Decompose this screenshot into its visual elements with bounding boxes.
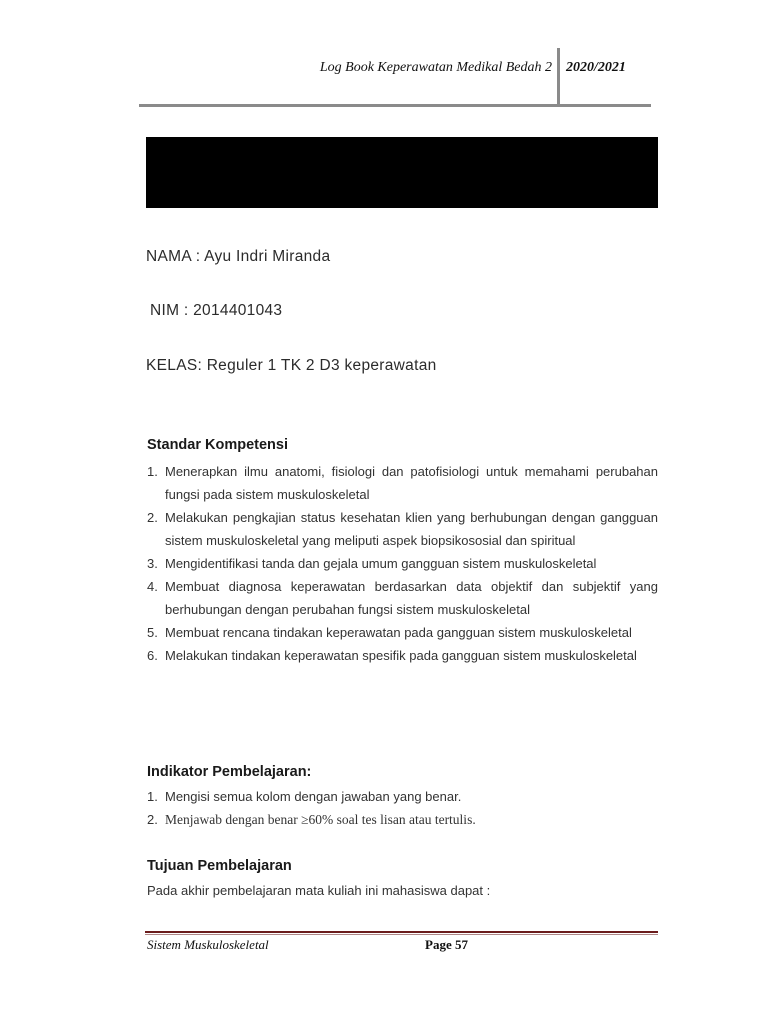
- list-item: [147, 785, 658, 808]
- indikator-title: Indikator Pembelajaran:: [147, 764, 312, 780]
- footer-rule-thin: [145, 934, 658, 935]
- list-item: [147, 644, 658, 667]
- kelas-line: [146, 357, 437, 375]
- item-number: 1.: [147, 789, 158, 804]
- list-item: [147, 621, 658, 644]
- nama-label: NAMA :: [146, 248, 205, 265]
- item-text: Melakukan tindakan keperawatan spesifik pada gangguan sistem muskuloskeletal: [165, 648, 637, 663]
- header-title: Log Book Keperawatan Medikal Bedah 2: [319, 60, 552, 75]
- item-number: 2.: [147, 812, 158, 827]
- standar-list: [147, 460, 658, 667]
- header-year: 2020/2021: [566, 60, 626, 75]
- item-number: 4.: [147, 579, 158, 594]
- item-number: 2.: [147, 510, 158, 525]
- item-text: Membuat rencana tindakan keperawatan pada gangguan sistem muskuloskeletal: [165, 625, 632, 640]
- standar-title: Standar Kompetensi: [147, 437, 288, 453]
- item-text: Menerapkan ilmu anatomi, fisiologi dan patofisiologi untuk memahami perubahan fungsi pada sistem muskuloskeletal: [165, 464, 658, 502]
- nim-value: 2014401043: [193, 302, 283, 319]
- page-number: Page 57: [425, 937, 468, 952]
- list-item: [147, 808, 658, 831]
- item-number: 6.: [147, 648, 158, 663]
- header-rule: [139, 104, 651, 107]
- tujuan-intro: Pada akhir pembelajaran mata kuliah ini mahasiswa dapat :: [147, 883, 491, 898]
- tujuan-title: Tujuan Pembelajaran: [147, 858, 292, 874]
- kelas-value: Reguler 1 TK 2 D3 keperawatan: [206, 357, 437, 374]
- list-item: [147, 575, 658, 621]
- list-item: [147, 460, 658, 506]
- nim-line: [150, 302, 282, 320]
- footer-section-name: Sistem Muskuloskeletal: [147, 937, 269, 952]
- nim-label: NIM :: [150, 302, 194, 319]
- item-text: Membuat diagnosa keperawatan berdasarkan data objektif dan subjektif yang berhubungan dengan perubahan fungsi sistem muskuloskeletal: [165, 579, 658, 617]
- footer-rule: [145, 931, 658, 933]
- item-number: 5.: [147, 625, 158, 640]
- list-item: [147, 506, 658, 552]
- item-text: Mengisi semua kolom dengan jawaban yang benar.: [165, 789, 462, 804]
- list-item: [147, 552, 658, 575]
- item-number: 1.: [147, 464, 158, 479]
- redacted-banner: [146, 137, 658, 208]
- item-text: Melakukan pengkajian status kesehatan klien yang berhubungan dengan gangguan sistem muskuloskeletal yang meliputi aspek biopsikososial dan spiritual: [165, 510, 658, 548]
- kelas-label: KELAS:: [146, 357, 207, 374]
- item-text: Mengidentifikasi tanda dan gejala umum gangguan sistem muskuloskeletal: [165, 556, 597, 571]
- header-divider: [557, 48, 560, 105]
- nama-value: Ayu Indri Miranda: [204, 248, 331, 265]
- indikator-list: [147, 785, 658, 831]
- item-number: 3.: [147, 556, 158, 571]
- nama-line: [146, 248, 330, 266]
- item-text: Menjawab dengan benar ≥60% soal tes lisan atau tertulis.: [165, 812, 476, 827]
